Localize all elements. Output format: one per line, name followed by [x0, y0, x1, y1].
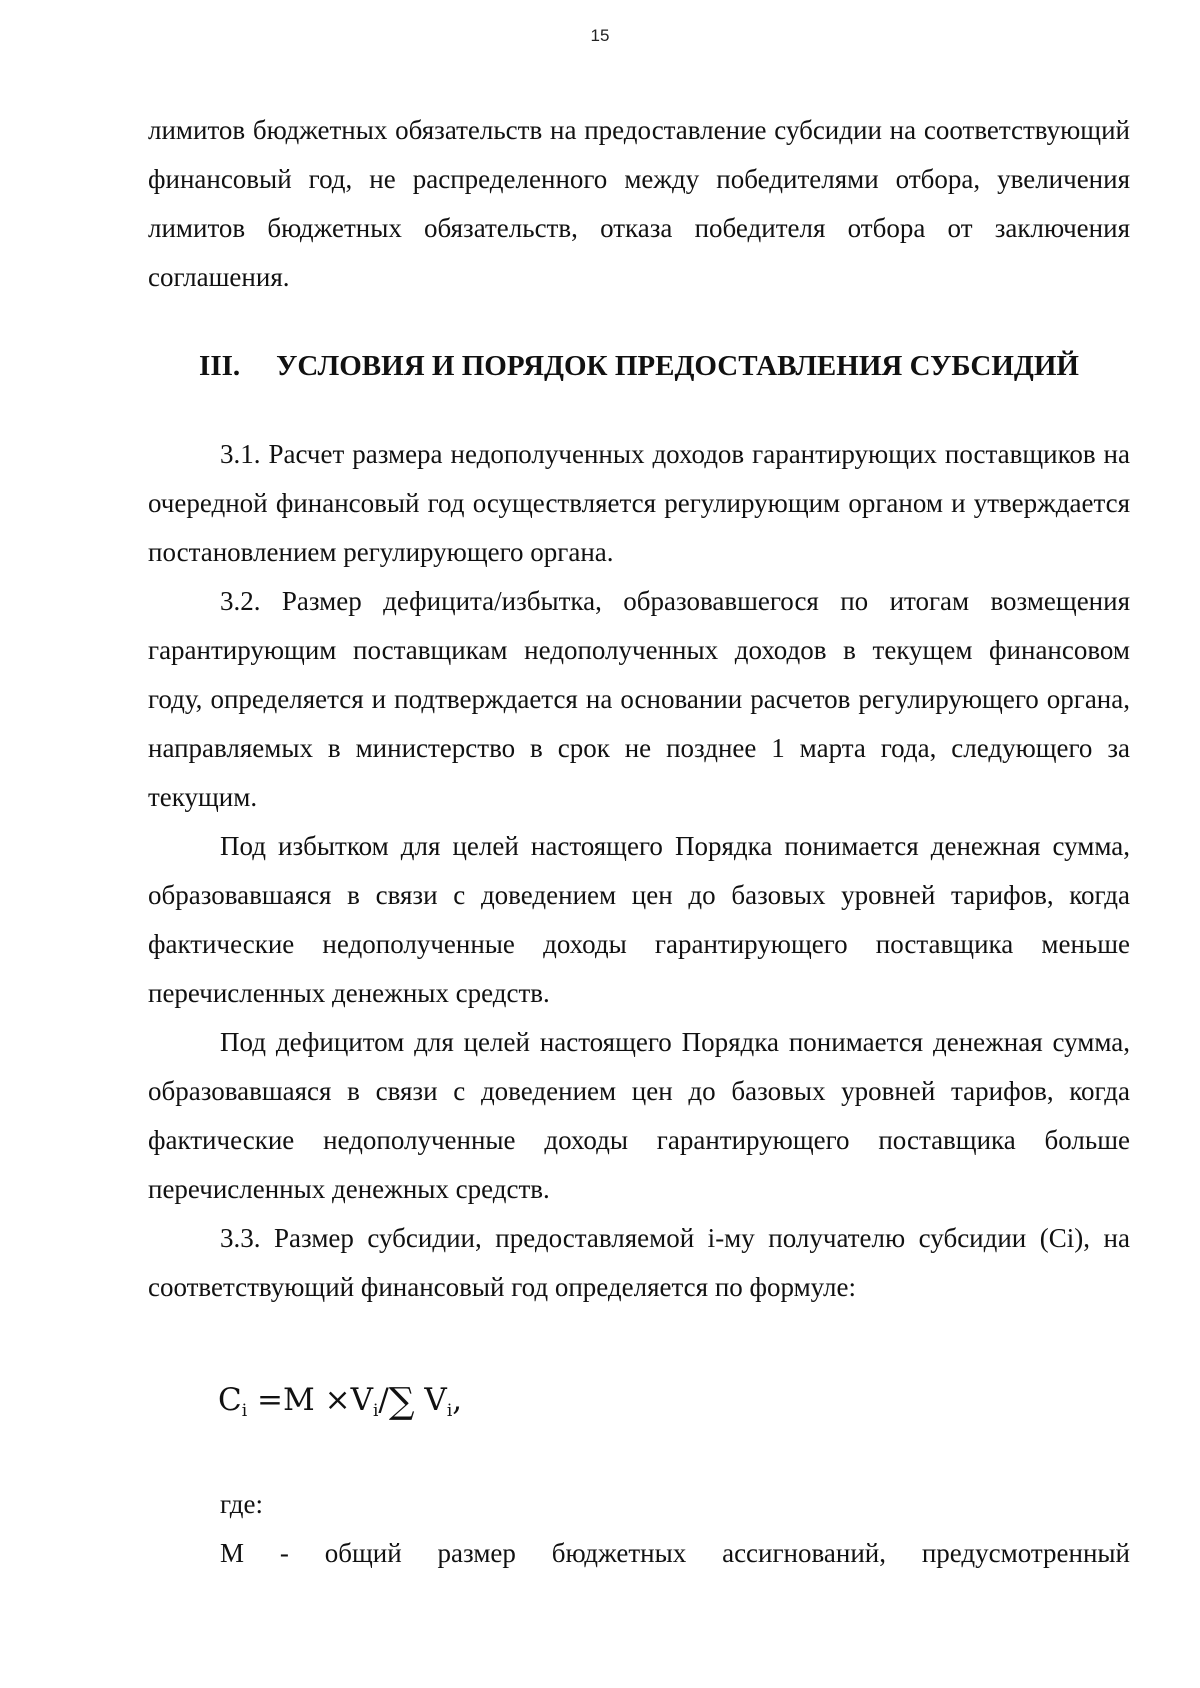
formula-v2: V [414, 1382, 447, 1418]
formula-v-subscript: i [372, 1401, 379, 1421]
formula-product: =M ×V [247, 1382, 373, 1418]
subsidy-formula [218, 1370, 1130, 1430]
paragraph-3-2: 3.2. Размер дефицита/избытка, образовавшегося по итогам возмещения гарантирующим поставщикам недополученных доходов в текущем финансовом году, определяется и подтверждается на основании расчетов регулирующего органа, направляемых в министерство в срок не позднее 1 марта года, следующего за текущим. [148, 586, 1130, 812]
formula-sum-symbol: ∑ [388, 1381, 415, 1422]
formula-tail: , [452, 1382, 463, 1418]
formula-lhs: C [218, 1382, 242, 1418]
paragraph-deficit: Под дефицитом для целей настоящего Порядка понимается денежная сумма, образовавшаяся в связи с доведением цен до базовых уровней тарифов, когда фактические недополученные доходы гарантирующего поставщика больше перечисленных денежных средств. [148, 1027, 1130, 1204]
intro-paragraph: лимитов бюджетных обязательств на предоставление субсидии на соответствующий финансовый год, не распределенного между победителями отбора, увеличения лимитов бюджетных обязательств, отказа победителя отбора от заключения соглашения. [148, 115, 1130, 292]
paragraph-3-1: 3.1. Расчет размера недополученных доходов гарантирующих поставщиков на очередной финансовый год осуществляется регулирующим органом и утверждается постановлением регулирующего органа. [148, 439, 1130, 567]
section-heading [148, 346, 1130, 386]
section-title: УСЛОВИЯ И ПОРЯДОК ПРЕДОСТАВЛЕНИЯ СУБСИДИЙ [276, 350, 1079, 382]
formula-v2-subscript: i [446, 1401, 453, 1421]
document-body [148, 106, 1130, 1578]
page-number: 15 [590, 26, 610, 45]
where-label: где: [220, 1489, 263, 1519]
formula-slash: / [378, 1382, 389, 1418]
definition-m: М - общий размер бюджетных ассигнований, предусмотренный [220, 1538, 1130, 1568]
paragraph-3-3: 3.3. Размер субсидии, предоставляемой i-му получателю субсидии (Ci), на соответствующий финансовый год определяется по формуле: [148, 1223, 1130, 1302]
section-numeral: III. [199, 350, 241, 382]
paragraph-surplus: Под избытком для целей настоящего Порядка понимается денежная сумма, образовавшаяся в связи с доведением цен до базовых уровней тарифов, когда фактические недополученные доходы гарантирующего поставщика меньше перечисленных денежных средств. [148, 831, 1130, 1008]
formula-lhs-subscript: i [241, 1401, 248, 1421]
